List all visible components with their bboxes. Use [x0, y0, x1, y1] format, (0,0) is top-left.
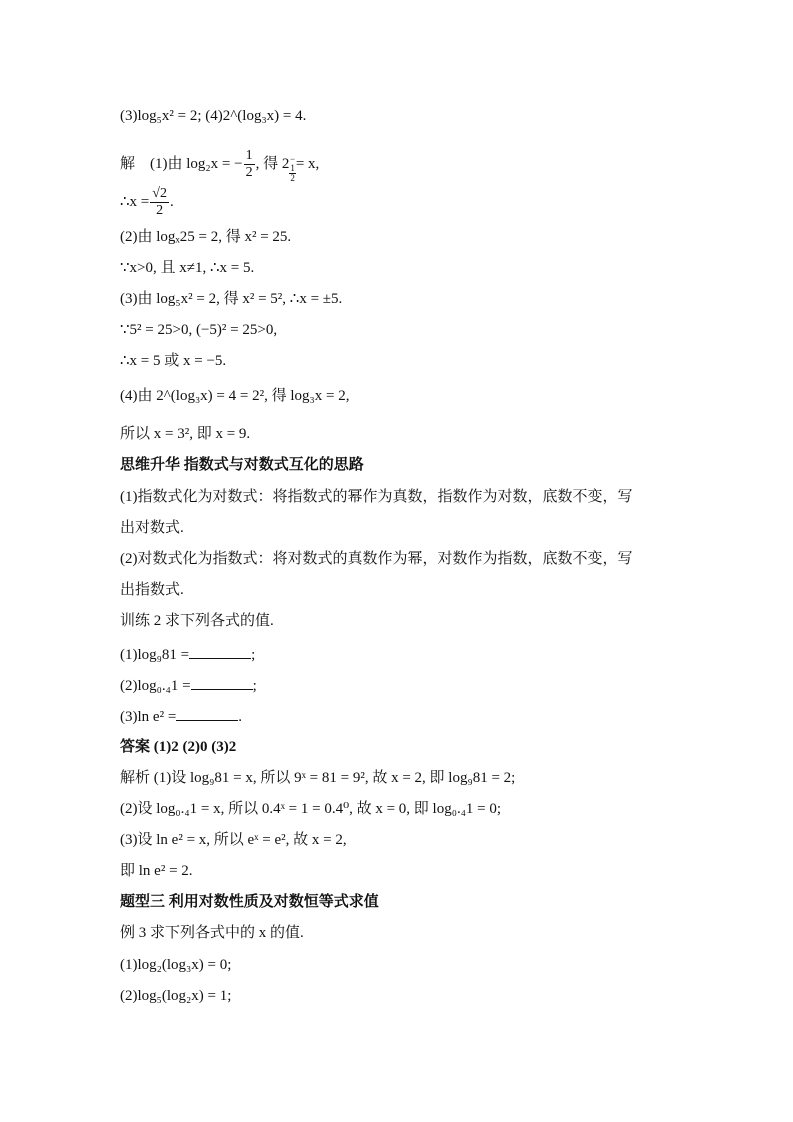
text-segment: = x, — [295, 155, 320, 172]
question-line: (2)log₀.₄1 = ; — [120, 675, 257, 696]
text-line: (3)log₅x² = 2; (4)2^(log₃x) = 4. — [120, 108, 307, 124]
question-line: (3)ln e² = . — [120, 706, 242, 727]
exercise-heading: 训练 2 求下列各式的值. — [120, 613, 274, 629]
text-line: (2)由 logₓ25 = 2, 得 x² = 25. — [120, 229, 292, 245]
answer-blank — [176, 706, 238, 721]
fraction: $\frac{√2}{2}$ — [152, 186, 167, 218]
answer-blank — [189, 644, 251, 659]
text-segment: , 得 2 — [255, 155, 290, 172]
question-line: (1)log₉81 = ; — [120, 644, 255, 665]
text-line: (1)log₂(log₃x) = 0; — [120, 957, 232, 973]
text-line: 出指数式. — [120, 582, 184, 598]
answer-line: 答案 (1)2 (2)0 (3)2 — [120, 739, 237, 755]
text-line: (4)由 2^(log₃x) = 4 = 2², 得 log₃x = 2, — [120, 388, 350, 404]
text-line: (2)log₅(log₂x) = 1; — [120, 988, 232, 1004]
solution-label: 解 — [120, 155, 136, 172]
text-line: (2)设 log₀.₄1 = x, 所以 0.4ˣ = 1 = 0.4⁰, 故 x = 0, 即 log₀.₄1 = 0; — [120, 801, 502, 817]
text-segment: (1)由 log₂x = − — [150, 155, 243, 172]
analysis-line: 解析 (1)设 log₉81 = x, 所以 9ˣ = 81 = 9², 故 x = 2, 即 log₉81 = 2; — [120, 770, 516, 786]
text-line: (3)由 log₅x² = 2, 得 x² = 5², ∴x = ±5. — [120, 291, 343, 307]
section-heading: 题型三 利用对数性质及对数恒等式求值 — [120, 894, 379, 910]
answer-blank — [191, 675, 253, 690]
fraction: $\frac{1}{2}$ — [245, 148, 253, 180]
text-line: 出对数式. — [120, 520, 184, 536]
text-line: 所以 x = 3², 即 x = 9. — [120, 426, 251, 442]
exponent-fraction: − 1 2 — [290, 153, 296, 183]
section-heading: 思维升华 指数式与对数式互化的思路 — [120, 457, 364, 473]
text-line: (3)设 ln e² = x, 所以 eˣ = e², 故 x = 2, — [120, 832, 347, 848]
example-heading: 例 3 求下列各式中的 x 的值. — [120, 925, 304, 941]
text-line: ∴x = 5 或 x = −5. — [120, 353, 227, 369]
text-line: ∵x>0, 且 x≠1, ∴x = 5. — [120, 260, 255, 276]
text-line: 即 ln e² = 2. — [120, 863, 193, 879]
text-line: (1)指数式化为对数式：将指数式的幂作为真数，指数作为对数，底数不变，写 — [120, 489, 633, 505]
text-line: ∴x = $\frac{√2}{2}$ . — [120, 186, 174, 218]
solution-line — [120, 148, 319, 183]
text-line: (2)对数式化为指数式：将对数式的真数作为幂，对数作为指数，底数不变，写 — [120, 551, 633, 567]
text-line: ∵5² = 25>0, (−5)² = 25>0, — [120, 322, 278, 338]
